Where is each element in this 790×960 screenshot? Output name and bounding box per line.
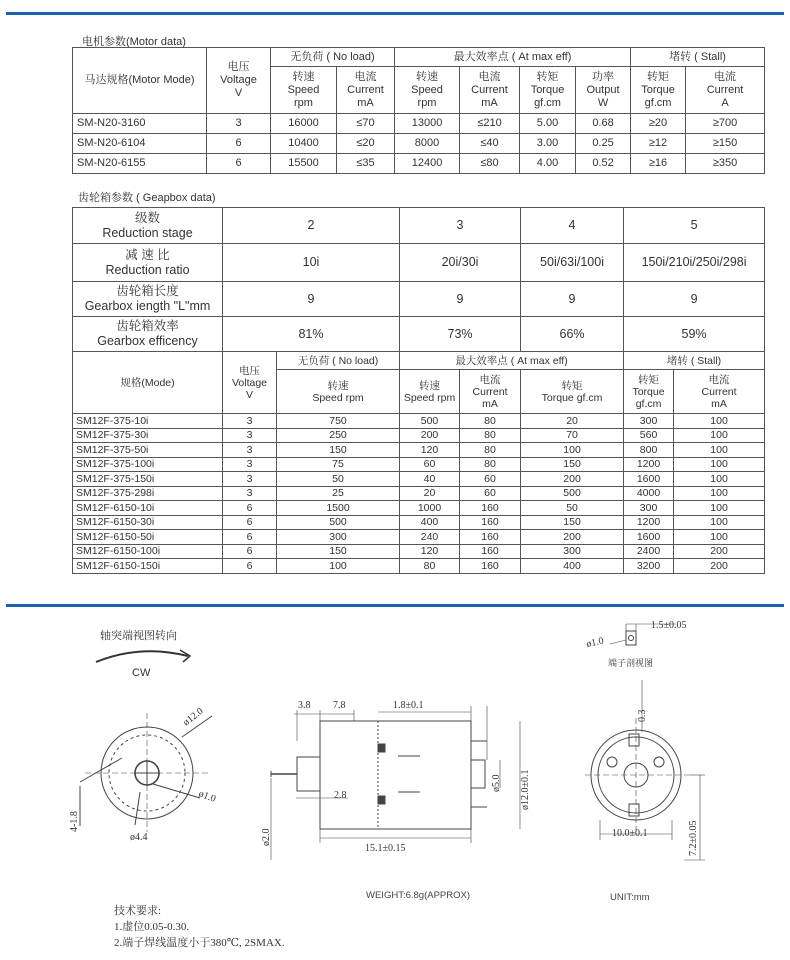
motor-subheader: 转矩 Torque gf.cm xyxy=(631,67,686,114)
reduction-ratio-label: 减 速 比 Reduction ratio xyxy=(73,244,223,282)
weight-label: WEIGHT:6.8g(APPROX) xyxy=(366,890,470,901)
gearbox-row xyxy=(73,428,765,443)
gearbox-model-cell: SM12F-375-50i xyxy=(73,443,223,458)
gearbox-value-cell: 6 xyxy=(223,544,277,559)
motor-model-cell: SM-N20-3160 xyxy=(73,114,207,134)
motor-value-cell: ≤210 xyxy=(460,114,520,134)
motor-value-cell: 10400 xyxy=(271,134,337,154)
gearbox-value-cell: 160 xyxy=(460,544,521,559)
gearbox-value-cell: 60 xyxy=(460,486,521,501)
gearbox-value-cell: 100 xyxy=(674,443,765,458)
gearbox-subheader: 转矩 Torque gf.cm xyxy=(521,370,624,414)
dim-dia12: ø12.0 xyxy=(181,705,206,729)
gearbox-header-noload: 无负荷 ( No load) xyxy=(277,352,400,370)
dim-terminal-width: 1.5±0.05 xyxy=(651,620,687,631)
gearbox-data-title: 齿轮箱参数 ( Geapbox data) xyxy=(78,192,216,204)
motor-value-cell: 6 xyxy=(207,154,271,174)
dim-dia44: ø4.4 xyxy=(130,832,148,843)
gearbox-value-cell: 150 xyxy=(277,544,400,559)
motor-subheader: 电流 Current A xyxy=(686,67,765,114)
gearbox-value-cell: 60 xyxy=(400,457,460,472)
dim-dia5: ø5.0 xyxy=(491,774,502,792)
cw-label: CW xyxy=(132,667,151,679)
reduction-stage-value: 2 xyxy=(223,208,400,244)
gearbox-row xyxy=(73,443,765,458)
gearbox-efficiency-value: 73% xyxy=(400,317,521,352)
gearbox-length-label: 齿轮箱长度 Gearbox iength "L"mm xyxy=(73,282,223,317)
gearbox-value-cell: 750 xyxy=(277,414,400,429)
gearbox-subheader: 电流 Current mA xyxy=(674,370,765,414)
gearbox-value-cell: 1200 xyxy=(624,457,674,472)
gearbox-value-cell: 120 xyxy=(400,443,460,458)
gearbox-row xyxy=(73,472,765,487)
dim-dia12-tol: ø12.0±0.1 xyxy=(520,769,531,810)
motor-value-cell: ≥150 xyxy=(686,134,765,154)
gearbox-subheader: 转矩 Torque gf.cm xyxy=(624,370,674,414)
gearbox-model-cell: SM12F-375-30i xyxy=(73,428,223,443)
gearbox-model-cell: SM12F-6150-10i xyxy=(73,501,223,516)
gearbox-value-cell: 80 xyxy=(460,428,521,443)
gearbox-value-cell: 200 xyxy=(521,472,624,487)
gearbox-value-cell: 3 xyxy=(223,457,277,472)
gearbox-value-cell: 1600 xyxy=(624,472,674,487)
motor-subheader: 功率 Output W xyxy=(576,67,631,114)
gearbox-subheader: 电流 Current mA xyxy=(460,370,521,414)
motor-value-cell: ≥700 xyxy=(686,114,765,134)
motor-subheader: 转速 Speed rpm xyxy=(395,67,460,114)
gearbox-value-cell: 6 xyxy=(223,559,277,574)
gearbox-value-cell: 80 xyxy=(460,443,521,458)
gearbox-value-cell: 3 xyxy=(223,414,277,429)
dim-2-8: 2.8 xyxy=(334,790,347,801)
gearbox-value-cell: 100 xyxy=(674,530,765,545)
gearbox-value-cell: 500 xyxy=(277,515,400,530)
gearbox-value-cell: 100 xyxy=(674,472,765,487)
motor-value-cell: 5.00 xyxy=(520,114,576,134)
gearbox-value-cell: 800 xyxy=(624,443,674,458)
motor-subheader: 电流 Current mA xyxy=(460,67,520,114)
gearbox-model-cell: SM12F-6150-150i xyxy=(73,559,223,574)
terminal-caption: 端子剖视图 xyxy=(608,658,654,668)
gearbox-value-cell: 3 xyxy=(223,486,277,501)
motor-value-cell: ≤40 xyxy=(460,134,520,154)
end-view-shaft-side xyxy=(80,713,212,832)
gearbox-value-cell: 300 xyxy=(521,544,624,559)
gearbox-value-cell: 100 xyxy=(674,486,765,501)
gearbox-value-cell: 200 xyxy=(400,428,460,443)
gearbox-value-cell: 3 xyxy=(223,472,277,487)
motor-value-cell: 0.25 xyxy=(576,134,631,154)
gearbox-value-cell: 6 xyxy=(223,501,277,516)
gearbox-value-cell: 80 xyxy=(460,457,521,472)
gearbox-model-cell: SM12F-6150-50i xyxy=(73,530,223,545)
gearbox-value-cell: 200 xyxy=(674,559,765,574)
motor-value-cell: 0.68 xyxy=(576,114,631,134)
gearbox-value-cell: 50 xyxy=(277,472,400,487)
top-divider xyxy=(6,12,784,15)
gearbox-header-voltage: 电压 Voltage V xyxy=(223,352,277,414)
gearbox-value-cell: 20 xyxy=(400,486,460,501)
reduction-stage-value: 4 xyxy=(521,208,624,244)
motor-value-cell: 4.00 xyxy=(520,154,576,174)
motor-subheader: 转速 Speed rpm xyxy=(271,67,337,114)
gearbox-value-cell: 200 xyxy=(674,544,765,559)
gearbox-model-cell: SM12F-375-10i xyxy=(73,414,223,429)
dim-terminal-dia: ø1.0 xyxy=(585,635,605,650)
gearbox-value-cell: 1000 xyxy=(400,501,460,516)
gearbox-value-cell: 200 xyxy=(521,530,624,545)
gearbox-value-cell: 240 xyxy=(400,530,460,545)
dim-1-8: 1.8±0.1 xyxy=(393,700,424,711)
reduction-ratio-value: 10i xyxy=(223,244,400,282)
dim-dia2: ø2.0 xyxy=(261,828,272,846)
motor-row xyxy=(73,114,765,134)
gearbox-efficiency-value: 66% xyxy=(521,317,624,352)
motor-value-cell: ≥350 xyxy=(686,154,765,174)
gearbox-value-cell: 160 xyxy=(460,530,521,545)
motor-data-table xyxy=(72,47,765,174)
gearbox-data-table xyxy=(72,207,765,574)
motor-value-cell: 3 xyxy=(207,114,271,134)
gearbox-value-cell: 3200 xyxy=(624,559,674,574)
motor-value-cell: ≥16 xyxy=(631,154,686,174)
motor-header-noload: 无负荷 ( No load) xyxy=(271,48,395,67)
gearbox-row xyxy=(73,544,765,559)
gearbox-value-cell: 3 xyxy=(223,443,277,458)
gearbox-header-stall: 堵转 ( Stall) xyxy=(624,352,765,370)
motor-header-stall: 堵转 ( Stall) xyxy=(631,48,765,67)
motor-value-cell: ≥12 xyxy=(631,134,686,154)
motor-subheader: 转矩 Torque gf.cm xyxy=(520,67,576,114)
gearbox-subheader: 转速 Speed rpm xyxy=(277,370,400,414)
gearbox-value-cell: 150 xyxy=(277,443,400,458)
motor-value-cell: ≥20 xyxy=(631,114,686,134)
gearbox-model-cell: SM12F-6150-30i xyxy=(73,515,223,530)
gearbox-value-cell: 80 xyxy=(400,559,460,574)
dim-10: 10.0±0.1 xyxy=(612,828,648,839)
gearbox-value-cell: 300 xyxy=(277,530,400,545)
gearbox-value-cell: 75 xyxy=(277,457,400,472)
gearbox-value-cell: 2400 xyxy=(624,544,674,559)
gearbox-length-value: 9 xyxy=(400,282,521,317)
gearbox-model-cell: SM12F-6150-100i xyxy=(73,544,223,559)
motor-rows xyxy=(73,114,765,174)
gearbox-value-cell: 100 xyxy=(674,414,765,429)
gearbox-value-cell: 160 xyxy=(460,559,521,574)
tech-requirements-title: 技术要求: xyxy=(114,905,162,917)
gearbox-length-value: 9 xyxy=(521,282,624,317)
gearbox-length-value: 9 xyxy=(624,282,765,317)
gearbox-value-cell: 100 xyxy=(674,457,765,472)
gearbox-value-cell: 25 xyxy=(277,486,400,501)
motor-value-cell: 12400 xyxy=(395,154,460,174)
reduction-stage-label: 级数 Reduction stage xyxy=(73,208,223,244)
side-view-motor xyxy=(271,706,520,860)
gearbox-value-cell: 4000 xyxy=(624,486,674,501)
motor-value-cell: 0.52 xyxy=(576,154,631,174)
gearbox-value-cell: 120 xyxy=(400,544,460,559)
dim-7-8: 7.8 xyxy=(333,700,346,711)
gearbox-value-cell: 160 xyxy=(460,501,521,516)
motor-value-cell: 8000 xyxy=(395,134,460,154)
gearbox-value-cell: 100 xyxy=(674,428,765,443)
reduction-ratio-value: 50i/63i/100i xyxy=(521,244,624,282)
gearbox-value-cell: 1500 xyxy=(277,501,400,516)
gearbox-value-cell: 1600 xyxy=(624,530,674,545)
motor-value-cell: 6 xyxy=(207,134,271,154)
motor-value-cell: 13000 xyxy=(395,114,460,134)
gearbox-value-cell: 40 xyxy=(400,472,460,487)
motor-value-cell: ≤35 xyxy=(337,154,395,174)
dim-15-1: 15.1±0.15 xyxy=(365,843,406,854)
gearbox-value-cell: 20 xyxy=(521,414,624,429)
gearbox-value-cell: 6 xyxy=(223,515,277,530)
gearbox-value-cell: 3 xyxy=(223,428,277,443)
motor-data-title: 电机参数(Motor data) xyxy=(82,36,186,48)
gearbox-row xyxy=(73,486,765,501)
gearbox-header-model: 规格(Mode) xyxy=(73,352,223,414)
dim-dia1: ø1.0 xyxy=(196,788,218,805)
motor-header-voltage: 电压 Voltage V xyxy=(207,48,271,114)
gearbox-value-cell: 400 xyxy=(521,559,624,574)
gearbox-rows xyxy=(73,414,765,574)
gearbox-value-cell: 300 xyxy=(624,414,674,429)
gearbox-value-cell: 100 xyxy=(674,515,765,530)
reduction-stage-value: 5 xyxy=(624,208,765,244)
dim-4x1-8: 4-1.8 xyxy=(69,811,80,832)
gearbox-value-cell: 50 xyxy=(521,501,624,516)
gearbox-value-cell: 250 xyxy=(277,428,400,443)
motor-value-cell: ≤20 xyxy=(337,134,395,154)
gearbox-row xyxy=(73,515,765,530)
unit-label: UNIT:mm xyxy=(610,892,650,903)
gearbox-value-cell: 400 xyxy=(400,515,460,530)
reduction-ratio-value: 20i/30i xyxy=(400,244,521,282)
gearbox-row xyxy=(73,501,765,516)
rotation-caption: 轴突端视图转向 xyxy=(100,630,177,642)
gearbox-value-cell: 150 xyxy=(521,457,624,472)
gearbox-row xyxy=(73,559,765,574)
gearbox-header-maxeff: 最大效率点 ( At max eff) xyxy=(400,352,624,370)
section-divider xyxy=(6,604,784,607)
motor-model-cell: SM-N20-6104 xyxy=(73,134,207,154)
motor-technical-drawing xyxy=(0,610,790,960)
gearbox-efficiency-value: 59% xyxy=(624,317,765,352)
gearbox-value-cell: 160 xyxy=(460,515,521,530)
gearbox-value-cell: 150 xyxy=(521,515,624,530)
motor-row xyxy=(73,134,765,154)
tech-requirement-2: 2.端子焊线温度小于380℃, 2SMAX. xyxy=(114,937,285,949)
gearbox-row xyxy=(73,457,765,472)
gearbox-row xyxy=(73,530,765,545)
gearbox-model-cell: SM12F-375-298i xyxy=(73,486,223,501)
gearbox-value-cell: 6 xyxy=(223,530,277,545)
gearbox-value-cell: 300 xyxy=(624,501,674,516)
gearbox-efficiency-label: 齿轮箱效率 Gearbox efficency xyxy=(73,317,223,352)
dim-7-2: 7.2±0.05 xyxy=(688,820,699,856)
gearbox-value-cell: 1200 xyxy=(624,515,674,530)
motor-value-cell: ≤70 xyxy=(337,114,395,134)
motor-header-model: 马达规格(Motor Mode) xyxy=(73,48,207,114)
gearbox-value-cell: 500 xyxy=(400,414,460,429)
motor-value-cell: ≤80 xyxy=(460,154,520,174)
reduction-stage-value: 3 xyxy=(400,208,521,244)
gearbox-value-cell: 60 xyxy=(460,472,521,487)
gearbox-efficiency-value: 81% xyxy=(223,317,400,352)
gearbox-model-cell: SM12F-375-100i xyxy=(73,457,223,472)
gearbox-value-cell: 500 xyxy=(521,486,624,501)
gearbox-value-cell: 70 xyxy=(521,428,624,443)
dim-0-3: 0.3 xyxy=(637,709,648,722)
motor-value-cell: 16000 xyxy=(271,114,337,134)
gearbox-value-cell: 560 xyxy=(624,428,674,443)
gearbox-model-cell: SM12F-375-150i xyxy=(73,472,223,487)
gearbox-row xyxy=(73,414,765,429)
reduction-ratio-value: 150i/210i/250i/298i xyxy=(624,244,765,282)
gearbox-value-cell: 100 xyxy=(521,443,624,458)
gearbox-subheader: 转速 Speed rpm xyxy=(400,370,460,414)
dim-3-8: 3.8 xyxy=(298,700,311,711)
tech-requirement-1: 1.虚位0.05-0.30. xyxy=(114,921,190,933)
gearbox-value-cell: 100 xyxy=(674,501,765,516)
motor-subheader: 电流 Current mA xyxy=(337,67,395,114)
motor-value-cell: 3.00 xyxy=(520,134,576,154)
motor-row xyxy=(73,154,765,174)
gearbox-value-cell: 100 xyxy=(277,559,400,574)
gearbox-value-cell: 80 xyxy=(460,414,521,429)
rotation-arc xyxy=(96,651,188,662)
gearbox-length-value: 9 xyxy=(223,282,400,317)
motor-model-cell: SM-N20-6155 xyxy=(73,154,207,174)
motor-value-cell: 15500 xyxy=(271,154,337,174)
motor-header-maxeff: 最大效率点 ( At max eff) xyxy=(395,48,631,67)
